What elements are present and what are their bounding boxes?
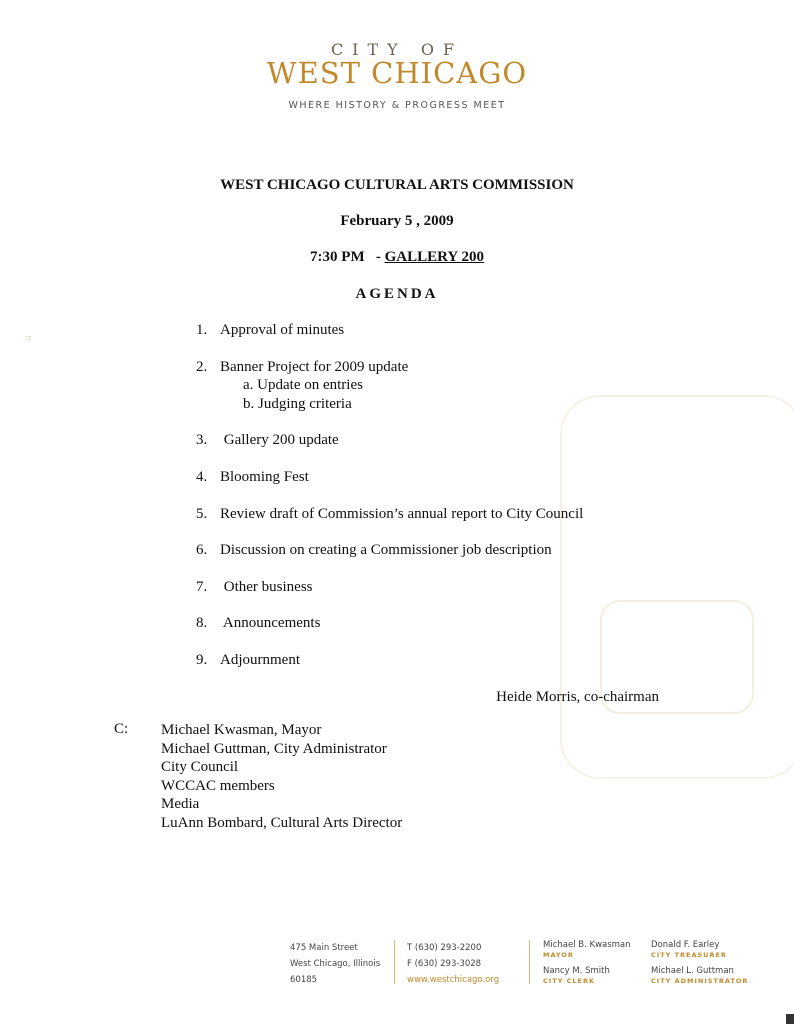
document-title: WEST CHICAGO CULTURAL ARTS COMMISSION	[220, 177, 574, 193]
city-seal-watermark	[560, 395, 794, 779]
logo-city-of: CITY OF	[330, 40, 464, 59]
footer-fax: F (630) 293-3028	[407, 959, 482, 969]
footer-official: Donald F. Earley CITY TREASURER	[651, 940, 727, 959]
agenda-sub-item: b. Judging criteria	[243, 396, 352, 412]
cc-recipient: City Council	[161, 759, 239, 775]
cc-recipient: Media	[161, 796, 200, 812]
footer-contact	[407, 940, 499, 988]
cc-recipient: WCCAC members	[161, 777, 275, 794]
agenda-item: 6. Discussion on creating a Commissioner job description	[196, 542, 552, 558]
cc-recipient: LuAnn Bombard, Cultural Arts Director	[161, 814, 403, 831]
agenda-heading: AGENDA	[355, 286, 439, 302]
agenda-item: 1. Approval of minutes	[196, 322, 345, 338]
agenda-item: 7. Other business	[196, 579, 313, 595]
logo-city-name: WEST CHICAGO	[266, 56, 528, 90]
footer-divider	[394, 940, 395, 984]
footer-divider	[529, 940, 530, 984]
cc-recipient-list	[161, 721, 402, 832]
agenda-sub-item: a. Update on entries	[243, 377, 363, 393]
meeting-time-location	[0, 249, 794, 266]
agenda-item: 2. Banner Project for 2009 update	[196, 359, 409, 375]
footer-phone: T (630) 293-2200	[407, 943, 482, 953]
cc-label: C:	[114, 721, 129, 737]
meeting-date: February 5 , 2009	[340, 213, 454, 229]
footer-official: Michael L. Guttman CITY ADMINISTRATOR	[651, 966, 749, 985]
agenda-item: 3. Gallery 200 update	[196, 432, 339, 448]
meeting-dash: -	[375, 249, 381, 265]
agenda-item: 5. Review draft of Commission’s annual report to City Council	[196, 506, 584, 522]
meeting-time: 7:30 PM	[310, 249, 365, 265]
footer-official: Michael B. Kwasman MAYOR	[543, 940, 631, 959]
agenda-item: 8. Announcements	[196, 615, 321, 631]
cc-recipient: Michael Kwasman, Mayor	[161, 722, 322, 738]
footer-official: Nancy M. Smith CITY CLERK	[543, 966, 610, 985]
cc-recipient: Michael Guttman, City Administrator	[161, 740, 387, 757]
footer-website[interactable]: www.westchicago.org	[407, 975, 500, 985]
logo-tagline: WHERE HISTORY & PROGRESS MEET	[288, 100, 506, 111]
footer-address: 475 Main Street West Chicago, Illinois 60185	[290, 943, 381, 985]
agenda-item: 9. Adjournment	[196, 652, 300, 668]
agenda-item: 4. Blooming Fest	[196, 469, 309, 485]
signature-line: Heide Morris, co-chairman	[496, 689, 659, 705]
margin-mark: ::	[26, 333, 31, 342]
scan-corner-mark	[786, 1014, 794, 1024]
meeting-location: GALLERY 200	[384, 249, 484, 265]
